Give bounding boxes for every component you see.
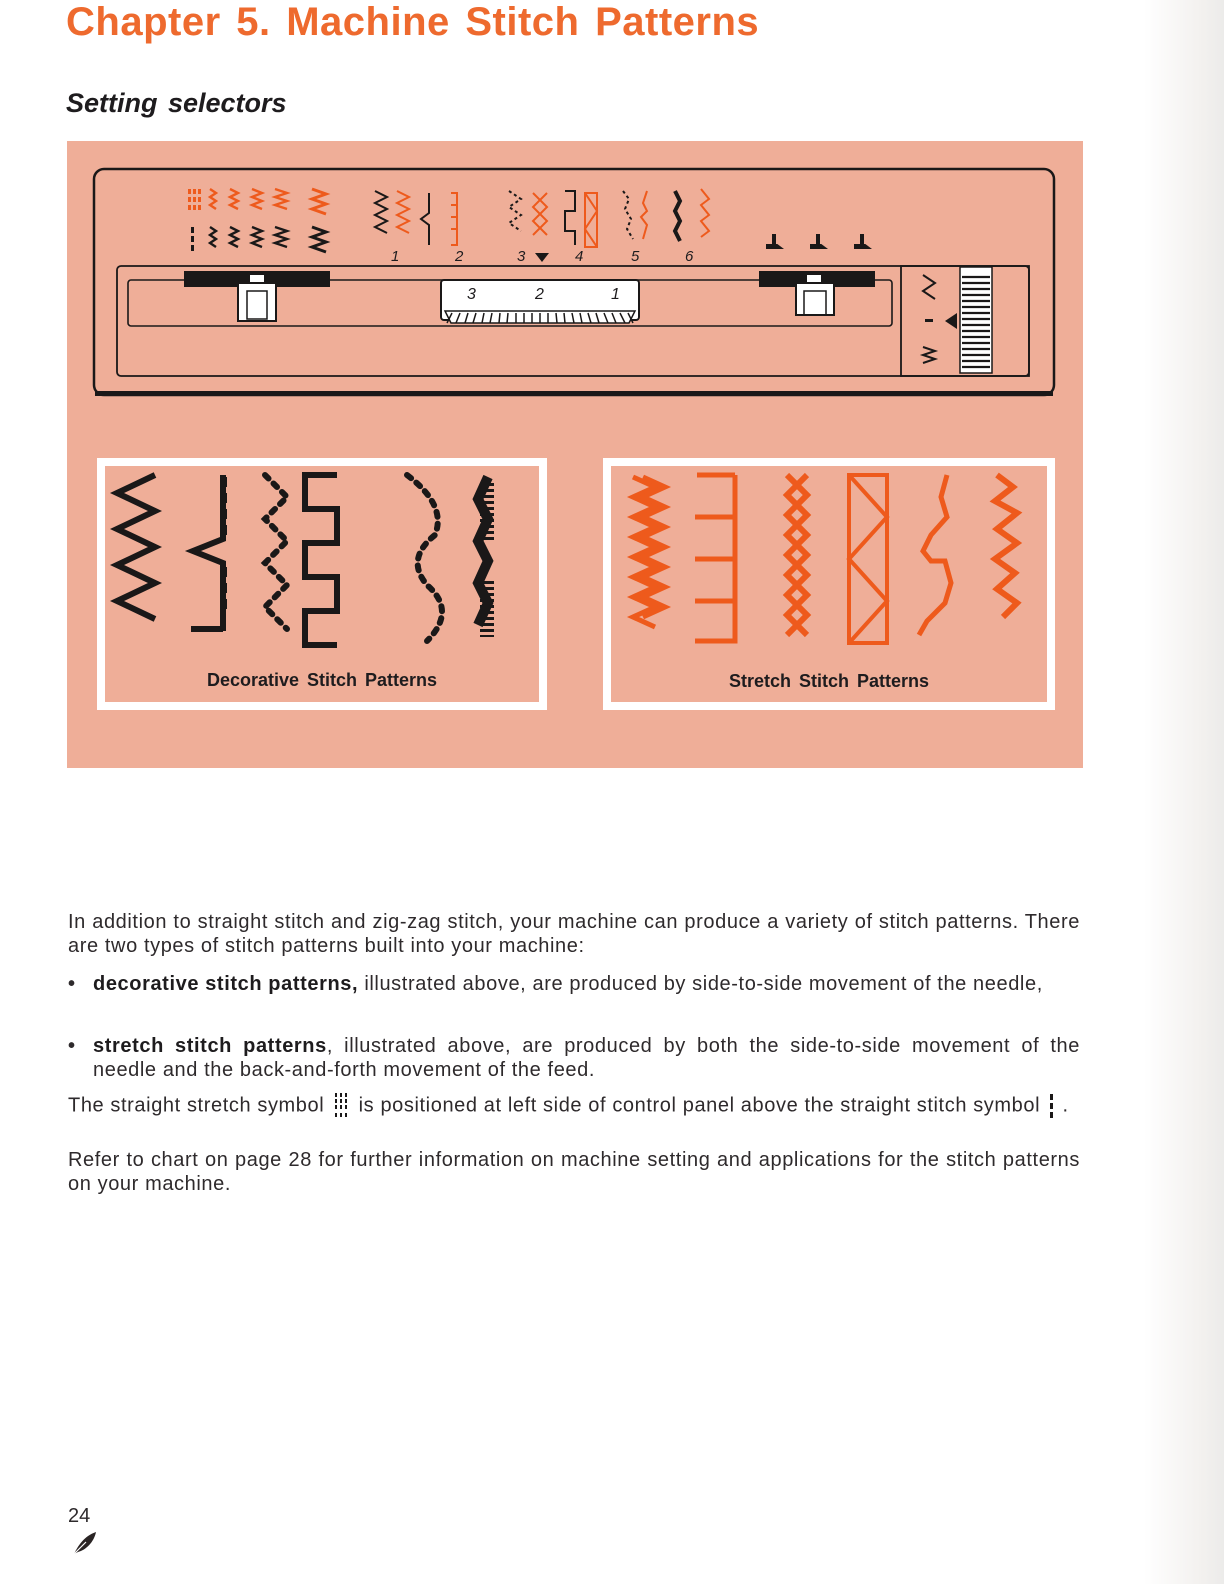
bullet-body bbox=[93, 1034, 1080, 1082]
decorative-panel-label: Decorative Stitch Patterns bbox=[206, 670, 438, 690]
refer-paragraph: Refer to chart on page 28 for further information on machine setting and applications for the stitch patterns on your machine. bbox=[68, 1149, 1080, 1195]
pattern-number-2: 2 bbox=[455, 248, 464, 265]
selector-illustration bbox=[67, 141, 1083, 768]
bullet-term: decorative stitch patterns, bbox=[93, 973, 359, 995]
bullet-decorative bbox=[68, 972, 1080, 996]
bullet-body bbox=[93, 972, 1080, 996]
bullet-term: stretch stitch patterns bbox=[93, 1035, 327, 1057]
pattern-number-1: 1 bbox=[391, 248, 400, 265]
bullet-dot: • bbox=[68, 1035, 76, 1057]
straight-stitch-symbol bbox=[191, 227, 194, 251]
section-title: Setting selectors bbox=[66, 88, 287, 118]
symbol-sentence-part1: The straight stretch symbol bbox=[68, 1094, 325, 1117]
pattern-selector-symbols bbox=[375, 189, 709, 247]
straight-stitch-symbol-icon bbox=[1046, 1092, 1056, 1120]
bullet-stretch bbox=[68, 1034, 1080, 1082]
bullet-dot: • bbox=[68, 973, 76, 995]
dial-number-1: 1 bbox=[611, 286, 620, 303]
selected-pattern-arrow bbox=[535, 253, 549, 262]
bullet-text: , illustrated above, are produced by both the side-to-side movement of the needle and the back-and-forth movement of the feed. bbox=[93, 1035, 1080, 1081]
dial-number-2: 2 bbox=[535, 286, 544, 303]
chapter-title: Chapter 5. Machine Stitch Patterns bbox=[66, 0, 760, 44]
symbol-paragraph bbox=[68, 1091, 1080, 1121]
presser-foot-icons bbox=[767, 235, 869, 248]
pattern-number-5: 5 bbox=[631, 248, 640, 265]
symbol-sentence-end: . bbox=[1062, 1094, 1069, 1117]
dial-number-3: 3 bbox=[467, 286, 476, 303]
pattern-number-4: 4 bbox=[575, 248, 584, 265]
zigzag-width-symbols bbox=[210, 189, 326, 252]
page-number: 24 bbox=[68, 1505, 91, 1527]
symbol-sentence-part2: is positioned at left side of control panel above the straight stitch symbol bbox=[358, 1094, 1041, 1117]
intro-paragraph: In addition to straight stitch and zig-zag stitch, your machine can produce a variety of stitch patterns. There are two types of stitch patterns built into your machine: bbox=[68, 911, 1080, 957]
straight-stretch-symbol-icon bbox=[330, 1091, 352, 1121]
right-selector-lever bbox=[759, 271, 875, 315]
zigzag-width-dial bbox=[901, 266, 1029, 376]
pattern-number-3: 3 bbox=[517, 248, 526, 265]
feather-logo-icon bbox=[72, 1530, 98, 1556]
page-edge-shadow bbox=[1144, 0, 1224, 1584]
pattern-number-6: 6 bbox=[685, 248, 694, 265]
straight-stretch-symbol bbox=[188, 189, 201, 210]
bullet-text: illustrated above, are produced by side-to-side movement of the needle, bbox=[358, 973, 1043, 995]
left-selector-lever bbox=[184, 271, 330, 321]
stretch-panel-label: Stretch Stitch Patterns bbox=[728, 671, 930, 691]
